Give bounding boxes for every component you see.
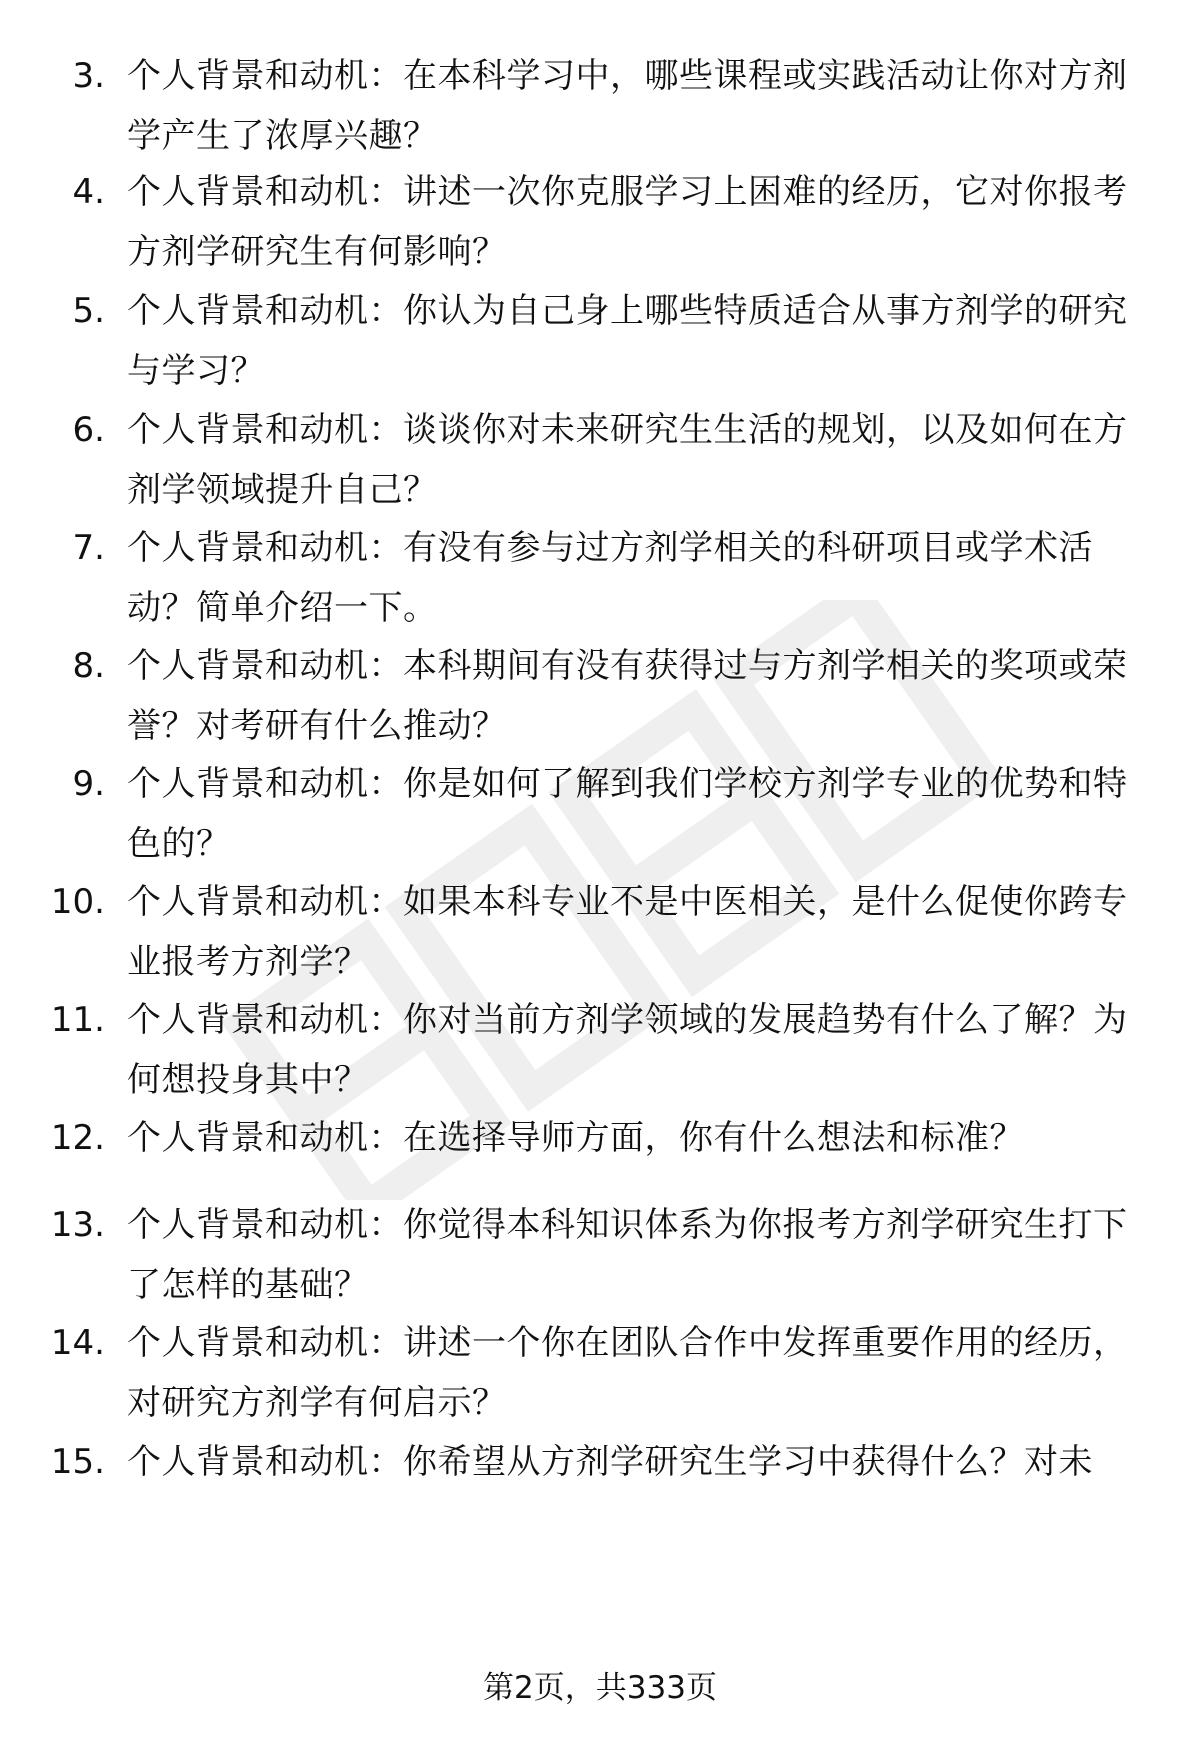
question-text: 个人背景和动机：在本科学习中，哪些课程或实践活动让你对方剂学产生了浓厚兴趣？ (127, 56, 1128, 156)
page-number-footer: 第2页，共333页 (483, 1670, 717, 1706)
question-text: 个人背景和动机：有没有参与过方剂学相关的科研项目或学术活动？简单介绍一下。 (127, 528, 1093, 628)
question-number: 14. (50, 1323, 105, 1363)
question-text: 个人背景和动机：在选择导师方面，你有什么想法和标准？ (127, 1118, 1024, 1158)
question-text: 个人背景和动机：讲述一次你克服学习上困难的经历，它对你报考方剂学研究生有何影响？ (127, 172, 1128, 272)
question-number: 4. (72, 172, 105, 212)
question-number: 8. (72, 646, 105, 686)
question-text: 个人背景和动机：你觉得本科知识体系为你报考方剂学研究生打下了怎样的基础？ (127, 1205, 1128, 1305)
question-number: 9. (72, 764, 105, 804)
question-text: 个人背景和动机：你希望从方剂学研究生学习中获得什么？对未 (127, 1442, 1093, 1482)
question-text: 个人背景和动机：本科期间有没有获得过与方剂学相关的奖项或荣誉？对考研有什么推动？ (127, 646, 1128, 746)
question-text: 个人背景和动机：你对当前方剂学领域的发展趋势有什么了解？为何想投身其中？ (127, 1000, 1128, 1100)
question-number: 7. (72, 528, 105, 568)
question-number: 10. (50, 882, 105, 922)
question-number: 11. (50, 1000, 105, 1040)
question-text: 个人背景和动机：你是如何了解到我们学校方剂学专业的优势和特色的？ (127, 764, 1128, 864)
question-number: 13. (50, 1205, 105, 1245)
question-text: 个人背景和动机：你认为自己身上哪些特质适合从事方剂学的研究与学习？ (127, 291, 1128, 391)
question-text: 个人背景和动机：讲述一个你在团队合作中发挥重要作用的经历，对研究方剂学有何启示？ (127, 1323, 1128, 1423)
question-text: 个人背景和动机：谈谈你对未来研究生生活的规划，以及如何在方剂学领域提升自己？ (127, 410, 1128, 510)
question-number: 5. (72, 291, 105, 331)
question-number: 3. (72, 56, 105, 96)
question-number: 15. (50, 1442, 105, 1482)
question-text: 个人背景和动机：如果本科专业不是中医相关，是什么促使你跨专业报考方剂学？ (127, 882, 1128, 982)
question-number: 12. (50, 1118, 105, 1158)
question-number: 6. (72, 410, 105, 450)
